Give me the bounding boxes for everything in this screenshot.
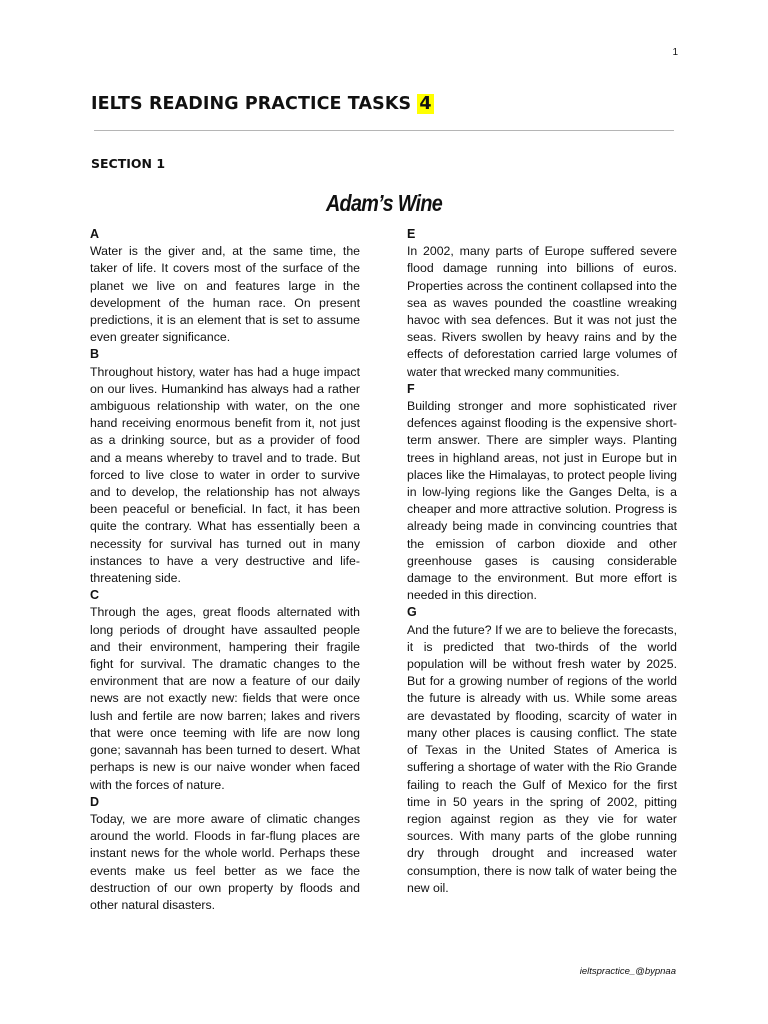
paragraph-letter: D (90, 794, 100, 809)
article-title: Adam’s Wine (325, 190, 443, 216)
document-title (91, 94, 434, 114)
paragraph-text: Building stronger and more sophisticated river defences against flooding is the expensive short-term answer. There are simpler ways. Planting trees in highland areas, not just in Europe but in places like the Himalayas, to protect people living in low-lying regions like the Ganges Delta, is a cheaper and more attractive solution. Progress is already being made in convincing countries that the emission of carbon dioxide and other greenhouse gases is causing considerable damage to the environment. But more effort is needed in this direction. (407, 399, 677, 603)
title-divider (94, 130, 674, 131)
paragraph-letter: G (407, 605, 417, 620)
paragraph-letter: B (90, 347, 100, 362)
section-label: SECTION 1 (91, 156, 166, 171)
paragraph-text: Today, we are more aware of climatic changes around the world. Floods in far-flung places are instant news for the whole world. Perhaps these events make us feel better as we face the destruction of our own property by floods and other natural disasters. (90, 811, 360, 912)
paragraph-text: Through the ages, great floods alternated with long periods of drought have assaulted people and their environment, hampering their fragile fight for survival. The dramatic changes to the environment that are now a feature of our daily news are not exactly new: fields that were once lush and fertile are now barren; lakes and rivers that were once teeming with life are now long gone; savannah has been turned to desert. What perhaps is new is our naive wonder when faced with the forces of nature. (90, 605, 360, 792)
paragraph-a (90, 226, 360, 346)
paragraph-e (407, 226, 677, 381)
task-number-highlight: 4 (419, 94, 432, 114)
paragraph-text: And the future? If we are to believe the forecasts, it is predicted that two-thirds of the world population will be without fresh water by 2025. But for a growing number of regions of the world the future is already with us. While some areas are devastated by flooding, scarcity of water in many other places is causing conflict. The state of Texas in the United States of America is suffering a shortage of water with the Rio Grande failing to reach the Gulf of Mexico for the first time in 50 years in the spring of 2002, pitting region against region as they vie for water sources. With many parts of the globe running dry through drought and increased water consumption, there is now talk of water being the new oil. (407, 622, 677, 895)
page-number: 1 (672, 47, 678, 58)
paragraph-c (90, 587, 360, 793)
paragraph-letter: A (90, 227, 100, 241)
right-column (407, 226, 677, 897)
paragraph-text: In 2002, many parts of Europe suffered severe flood damage running into billions of euros. Properties across the continent collapsed into the sea as waves pounded the coastline wreaking havoc with sea defences. But it was not just the seas. Rivers swollen by heavy rains and by the effects of deforestation carried large volumes of water that wrecked many communities. (407, 244, 677, 379)
paragraph-b (90, 346, 360, 587)
paragraph-text: Water is the giver and, at the same time, the taker of life. It covers most of the surface of the planet we live on and features large in the development of the human race. On present predictions, it is an element that is set to assume even greater significance. (90, 244, 360, 345)
document-title-text: IELTS READING PRACTICE TASKS (91, 94, 418, 114)
left-column (90, 226, 360, 914)
paragraph-f (407, 381, 677, 605)
paragraph-d (90, 794, 360, 914)
paragraph-letter: F (407, 381, 415, 396)
footer-credit: ieltspractice_@bypnaa (579, 966, 676, 977)
paragraph-g (407, 604, 677, 896)
paragraph-letter: C (90, 588, 100, 603)
paragraph-text: Throughout history, water has had a huge impact on our lives. Humankind has always had a rather ambiguous relationship with water, on the one hand receiving enormous benefit from it, not just as a drinking source, but as a provider of food and a means whereby to travel and to trade. But forced to live close to water in order to survive and to develop, the relationship has not always been peaceful or beneficial. In fact, it has been quite the contrary. What has essentially been a necessity for survival has turned out in many instances to have a very destructive and life-threatening side. (90, 364, 360, 586)
paragraph-letter: E (407, 227, 416, 241)
